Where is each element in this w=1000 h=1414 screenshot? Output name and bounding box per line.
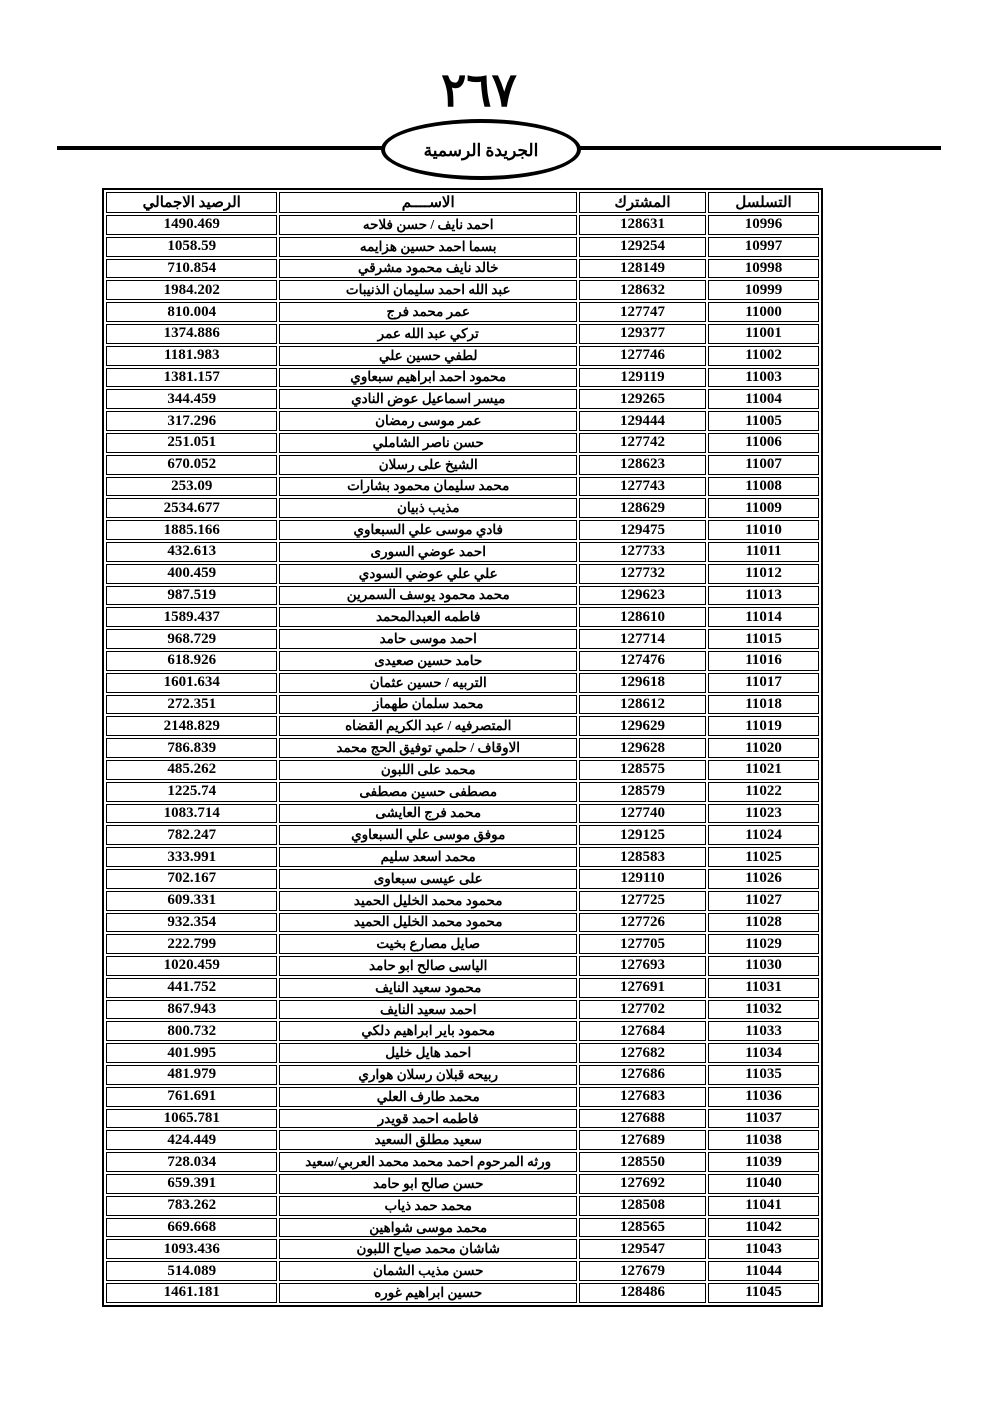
serial-cell: 11013 bbox=[708, 586, 819, 606]
serial-cell: 11010 bbox=[708, 520, 819, 540]
table-row bbox=[106, 738, 819, 758]
subscriber-cell: 129444 bbox=[579, 411, 706, 431]
subscriber-cell: 127725 bbox=[579, 891, 706, 911]
balance-cell: 810.004 bbox=[106, 302, 277, 322]
serial-cell: 11032 bbox=[708, 1000, 819, 1020]
balance-cell: 659.391 bbox=[106, 1174, 277, 1194]
table-row bbox=[106, 564, 819, 584]
header-name: الاســــم bbox=[279, 192, 577, 213]
page-number: ٢٦٧ bbox=[441, 65, 517, 117]
subscriber-cell: 129475 bbox=[579, 520, 706, 540]
subscriber-cell: 128575 bbox=[579, 760, 706, 780]
serial-cell: 11005 bbox=[708, 411, 819, 431]
table-row bbox=[106, 825, 819, 845]
table-row bbox=[106, 934, 819, 954]
name-cell: عمر موسى رمضان bbox=[279, 411, 577, 431]
serial-cell: 11014 bbox=[708, 607, 819, 627]
serial-cell: 11034 bbox=[708, 1043, 819, 1063]
name-cell: محمود محمد الخليل الحميد bbox=[279, 913, 577, 933]
name-cell: موفق موسى علي السبعاوي bbox=[279, 825, 577, 845]
name-cell: احمد سعيد النايف bbox=[279, 1000, 577, 1020]
name-cell: فادي موسى علي السبعاوي bbox=[279, 520, 577, 540]
name-cell: تركي عبد الله عمر bbox=[279, 324, 577, 344]
balance-cell: 1885.166 bbox=[106, 520, 277, 540]
balance-cell: 1225.74 bbox=[106, 782, 277, 802]
subscriber-cell: 129125 bbox=[579, 825, 706, 845]
table-row bbox=[106, 520, 819, 540]
name-cell: الياسى صالح ابو حامد bbox=[279, 956, 577, 976]
table-row bbox=[106, 368, 819, 388]
table-row bbox=[106, 1000, 819, 1020]
name-cell: محمود باير ابراهيم دلكي bbox=[279, 1021, 577, 1041]
table-row bbox=[106, 760, 819, 780]
serial-cell: 11000 bbox=[708, 302, 819, 322]
serial-cell: 11003 bbox=[708, 368, 819, 388]
table-row bbox=[106, 978, 819, 998]
balance-cell: 441.752 bbox=[106, 978, 277, 998]
header-serial: التسلسل bbox=[708, 192, 819, 213]
subscriber-cell: 127746 bbox=[579, 346, 706, 366]
balance-cell: 1065.781 bbox=[106, 1109, 277, 1129]
subscriber-cell: 128610 bbox=[579, 607, 706, 627]
serial-cell: 11043 bbox=[708, 1239, 819, 1259]
balance-cell: 1093.436 bbox=[106, 1239, 277, 1259]
serial-cell: 11007 bbox=[708, 455, 819, 475]
balance-cell: 485.262 bbox=[106, 760, 277, 780]
subscriber-cell: 128550 bbox=[579, 1152, 706, 1172]
table-row bbox=[106, 237, 819, 257]
balance-cell: 424.449 bbox=[106, 1130, 277, 1150]
balance-cell: 317.296 bbox=[106, 411, 277, 431]
serial-cell: 11039 bbox=[708, 1152, 819, 1172]
serial-cell: 10999 bbox=[708, 280, 819, 300]
name-cell: عبد الله احمد سليمان الذنيبات bbox=[279, 280, 577, 300]
balance-cell: 867.943 bbox=[106, 1000, 277, 1020]
subscriber-cell: 128583 bbox=[579, 847, 706, 867]
subscriber-cell: 127747 bbox=[579, 302, 706, 322]
balance-cell: 618.926 bbox=[106, 651, 277, 671]
table-row bbox=[106, 433, 819, 453]
table-row bbox=[106, 498, 819, 518]
serial-cell: 11012 bbox=[708, 564, 819, 584]
subscriber-cell: 127692 bbox=[579, 1174, 706, 1194]
serial-cell: 11011 bbox=[708, 542, 819, 562]
subscriber-cell: 127476 bbox=[579, 651, 706, 671]
serial-cell: 11028 bbox=[708, 913, 819, 933]
serial-cell: 11025 bbox=[708, 847, 819, 867]
serial-cell: 11027 bbox=[708, 891, 819, 911]
balance-cell: 702.167 bbox=[106, 869, 277, 889]
subscriber-cell: 128508 bbox=[579, 1196, 706, 1216]
table-row bbox=[106, 1174, 819, 1194]
balance-cell: 1181.983 bbox=[106, 346, 277, 366]
subscriber-cell: 127688 bbox=[579, 1109, 706, 1129]
balance-cell: 333.991 bbox=[106, 847, 277, 867]
table-row bbox=[106, 891, 819, 911]
table-row bbox=[106, 695, 819, 715]
name-cell: احمد موسى حامد bbox=[279, 629, 577, 649]
serial-cell: 11015 bbox=[708, 629, 819, 649]
table-row bbox=[106, 477, 819, 497]
subscriber-cell: 129623 bbox=[579, 586, 706, 606]
serial-cell: 11008 bbox=[708, 477, 819, 497]
subscriber-cell: 128149 bbox=[579, 259, 706, 279]
name-cell: المتصرفيه / عبد الكريم القضاه bbox=[279, 716, 577, 736]
subscriber-cell: 129377 bbox=[579, 324, 706, 344]
table-row bbox=[106, 586, 819, 606]
name-cell: محمد موسى شواهين bbox=[279, 1218, 577, 1238]
balance-cell: 1601.634 bbox=[106, 673, 277, 693]
table-row bbox=[106, 1261, 819, 1281]
table-row bbox=[106, 1196, 819, 1216]
table-row bbox=[106, 673, 819, 693]
balance-cell: 669.668 bbox=[106, 1218, 277, 1238]
subscriber-cell: 127743 bbox=[579, 477, 706, 497]
name-cell: حسن صالح ابو حامد bbox=[279, 1174, 577, 1194]
name-cell: علي علي عوضي السودي bbox=[279, 564, 577, 584]
name-cell: احمد نايف / حسن فلاحه bbox=[279, 215, 577, 235]
serial-cell: 11018 bbox=[708, 695, 819, 715]
balance-cell: 783.262 bbox=[106, 1196, 277, 1216]
table-row bbox=[106, 215, 819, 235]
name-cell: ورثه المرحوم احمد محمد محمد العربي/سعيد bbox=[279, 1152, 577, 1172]
subscriber-cell: 129618 bbox=[579, 673, 706, 693]
serial-cell: 11009 bbox=[708, 498, 819, 518]
name-cell: احمد عوضي السورى bbox=[279, 542, 577, 562]
serial-cell: 11001 bbox=[708, 324, 819, 344]
balance-cell: 710.854 bbox=[106, 259, 277, 279]
table-row bbox=[106, 1065, 819, 1085]
subscriber-cell: 128612 bbox=[579, 695, 706, 715]
table-row bbox=[106, 455, 819, 475]
serial-cell: 11040 bbox=[708, 1174, 819, 1194]
table-row bbox=[106, 324, 819, 344]
balance-cell: 932.354 bbox=[106, 913, 277, 933]
subscriber-cell: 127726 bbox=[579, 913, 706, 933]
name-cell: احمد هايل خليل bbox=[279, 1043, 577, 1063]
balance-cell: 782.247 bbox=[106, 825, 277, 845]
subscriber-cell: 129547 bbox=[579, 1239, 706, 1259]
name-cell: الاوقاف / حلمي توفيق الحج محمد bbox=[279, 738, 577, 758]
name-cell: على عيسى سبعاوى bbox=[279, 869, 577, 889]
serial-cell: 11031 bbox=[708, 978, 819, 998]
serial-cell: 11024 bbox=[708, 825, 819, 845]
name-cell: فاطمه العبدالمحمد bbox=[279, 607, 577, 627]
balance-cell: 481.979 bbox=[106, 1065, 277, 1085]
table-row bbox=[106, 1021, 819, 1041]
table-row bbox=[106, 259, 819, 279]
name-cell: مذيب ذبيان bbox=[279, 498, 577, 518]
name-cell: محمد على اللبون bbox=[279, 760, 577, 780]
name-cell: التربيه / حسين عثمان bbox=[279, 673, 577, 693]
table-row bbox=[106, 913, 819, 933]
table-row bbox=[106, 847, 819, 867]
subscribers-table bbox=[102, 188, 823, 1307]
balance-cell: 609.331 bbox=[106, 891, 277, 911]
table-row bbox=[106, 1239, 819, 1259]
name-cell: محمد سليمان محمود بشارات bbox=[279, 477, 577, 497]
subscriber-cell: 127693 bbox=[579, 956, 706, 976]
table-row bbox=[106, 302, 819, 322]
table-row bbox=[106, 1087, 819, 1107]
name-cell: سعيد مطلق السعيد bbox=[279, 1130, 577, 1150]
table-row bbox=[106, 1152, 819, 1172]
balance-cell: 968.729 bbox=[106, 629, 277, 649]
balance-cell: 728.034 bbox=[106, 1152, 277, 1172]
name-cell: محمود محمد الخليل الحميد bbox=[279, 891, 577, 911]
gazette-title: الجريدة الرسمية bbox=[423, 141, 539, 160]
serial-cell: 11016 bbox=[708, 651, 819, 671]
name-cell: محمد محمود يوسف السمرين bbox=[279, 586, 577, 606]
name-cell: فاطمه احمد قويدر bbox=[279, 1109, 577, 1129]
serial-cell: 11022 bbox=[708, 782, 819, 802]
table-row bbox=[106, 1109, 819, 1129]
name-cell: محمد اسعد سليم bbox=[279, 847, 577, 867]
subscriber-cell: 127714 bbox=[579, 629, 706, 649]
name-cell: مصطفى حسين مصطفى bbox=[279, 782, 577, 802]
serial-cell: 10996 bbox=[708, 215, 819, 235]
table-body bbox=[106, 215, 819, 1303]
serial-cell: 11029 bbox=[708, 934, 819, 954]
serial-cell: 11041 bbox=[708, 1196, 819, 1216]
name-cell: محمد طارف العلي bbox=[279, 1087, 577, 1107]
serial-cell: 11045 bbox=[708, 1283, 819, 1303]
table-row bbox=[106, 542, 819, 562]
table-row bbox=[106, 956, 819, 976]
subscriber-cell: 127702 bbox=[579, 1000, 706, 1020]
table-row bbox=[106, 629, 819, 649]
table-row bbox=[106, 651, 819, 671]
subscriber-cell: 128623 bbox=[579, 455, 706, 475]
balance-cell: 2148.829 bbox=[106, 716, 277, 736]
name-cell: محمد سلمان طهماز bbox=[279, 695, 577, 715]
subscriber-cell: 127679 bbox=[579, 1261, 706, 1281]
subscriber-cell: 127682 bbox=[579, 1043, 706, 1063]
subscriber-cell: 129628 bbox=[579, 738, 706, 758]
serial-cell: 10997 bbox=[708, 237, 819, 257]
table-row bbox=[106, 1283, 819, 1303]
serial-cell: 11006 bbox=[708, 433, 819, 453]
subscriber-cell: 128632 bbox=[579, 280, 706, 300]
name-cell: محمود احمد ابراهيم سبعاوي bbox=[279, 368, 577, 388]
serial-cell: 11019 bbox=[708, 716, 819, 736]
subscriber-cell: 128631 bbox=[579, 215, 706, 235]
header-subscriber: المشترك bbox=[579, 192, 706, 213]
serial-cell: 11036 bbox=[708, 1087, 819, 1107]
balance-cell: 344.459 bbox=[106, 389, 277, 409]
table-header-row bbox=[106, 192, 819, 213]
serial-cell: 10998 bbox=[708, 259, 819, 279]
serial-cell: 11026 bbox=[708, 869, 819, 889]
balance-cell: 1984.202 bbox=[106, 280, 277, 300]
serial-cell: 11044 bbox=[708, 1261, 819, 1281]
subscriber-cell: 128629 bbox=[579, 498, 706, 518]
subscriber-cell: 127691 bbox=[579, 978, 706, 998]
table-row bbox=[106, 411, 819, 431]
header-balance: الرصيد الاجمالي bbox=[106, 192, 277, 213]
balance-cell: 761.691 bbox=[106, 1087, 277, 1107]
subscriber-cell: 127689 bbox=[579, 1130, 706, 1150]
subscriber-cell: 127733 bbox=[579, 542, 706, 562]
balance-cell: 1381.157 bbox=[106, 368, 277, 388]
serial-cell: 11021 bbox=[708, 760, 819, 780]
subscriber-cell: 127686 bbox=[579, 1065, 706, 1085]
balance-cell: 1374.886 bbox=[106, 324, 277, 344]
balance-cell: 2534.677 bbox=[106, 498, 277, 518]
table-row bbox=[106, 389, 819, 409]
serial-cell: 11033 bbox=[708, 1021, 819, 1041]
table-row bbox=[106, 607, 819, 627]
name-cell: عمر محمد فرج bbox=[279, 302, 577, 322]
balance-cell: 786.839 bbox=[106, 738, 277, 758]
name-cell: خالد نايف محمود مشرقي bbox=[279, 259, 577, 279]
name-cell: صايل مصارع بخيت bbox=[279, 934, 577, 954]
serial-cell: 11037 bbox=[708, 1109, 819, 1129]
table-row bbox=[106, 869, 819, 889]
balance-cell: 987.519 bbox=[106, 586, 277, 606]
table-row bbox=[106, 716, 819, 736]
serial-cell: 11035 bbox=[708, 1065, 819, 1085]
subscriber-cell: 127683 bbox=[579, 1087, 706, 1107]
serial-cell: 11023 bbox=[708, 804, 819, 824]
balance-cell: 1461.181 bbox=[106, 1283, 277, 1303]
subscriber-cell: 127740 bbox=[579, 804, 706, 824]
balance-cell: 1490.469 bbox=[106, 215, 277, 235]
name-cell: شاشان محمد صياح اللبون bbox=[279, 1239, 577, 1259]
subscriber-cell: 129110 bbox=[579, 869, 706, 889]
subscriber-cell: 127742 bbox=[579, 433, 706, 453]
balance-cell: 401.995 bbox=[106, 1043, 277, 1063]
name-cell: حسين ابراهيم غوره bbox=[279, 1283, 577, 1303]
subscriber-cell: 129254 bbox=[579, 237, 706, 257]
subscriber-cell: 128486 bbox=[579, 1283, 706, 1303]
balance-cell: 800.732 bbox=[106, 1021, 277, 1041]
subscriber-cell: 128565 bbox=[579, 1218, 706, 1238]
name-cell: الشيخ على رسلان bbox=[279, 455, 577, 475]
table-row bbox=[106, 1130, 819, 1150]
balance-cell: 253.09 bbox=[106, 477, 277, 497]
serial-cell: 11004 bbox=[708, 389, 819, 409]
subscriber-cell: 127732 bbox=[579, 564, 706, 584]
gazette-seal bbox=[381, 119, 581, 180]
balance-cell: 251.051 bbox=[106, 433, 277, 453]
subscriber-cell: 127684 bbox=[579, 1021, 706, 1041]
name-cell: ربيحه قبلان رسلان هواري bbox=[279, 1065, 577, 1085]
name-cell: بسما احمد حسين هزايمه bbox=[279, 237, 577, 257]
balance-cell: 222.799 bbox=[106, 934, 277, 954]
balance-cell: 1589.437 bbox=[106, 607, 277, 627]
balance-cell: 1083.714 bbox=[106, 804, 277, 824]
subscribers-table-wrap bbox=[102, 188, 823, 1307]
subscriber-cell: 128579 bbox=[579, 782, 706, 802]
subscriber-cell: 127705 bbox=[579, 934, 706, 954]
table-row bbox=[106, 1043, 819, 1063]
balance-cell: 1020.459 bbox=[106, 956, 277, 976]
subscriber-cell: 129265 bbox=[579, 389, 706, 409]
name-cell: محمود سعيد النايف bbox=[279, 978, 577, 998]
balance-cell: 670.052 bbox=[106, 455, 277, 475]
name-cell: حامد حسين صعيدى bbox=[279, 651, 577, 671]
name-cell: حسن مذيب الشمان bbox=[279, 1261, 577, 1281]
balance-cell: 400.459 bbox=[106, 564, 277, 584]
balance-cell: 272.351 bbox=[106, 695, 277, 715]
serial-cell: 11002 bbox=[708, 346, 819, 366]
subscriber-cell: 129119 bbox=[579, 368, 706, 388]
serial-cell: 11030 bbox=[708, 956, 819, 976]
name-cell: محمد فرج العايشى bbox=[279, 804, 577, 824]
name-cell: لطفي حسين علي bbox=[279, 346, 577, 366]
name-cell: ميسر اسماعيل عوض النادي bbox=[279, 389, 577, 409]
table-row bbox=[106, 1218, 819, 1238]
serial-cell: 11020 bbox=[708, 738, 819, 758]
table-row bbox=[106, 804, 819, 824]
serial-cell: 11017 bbox=[708, 673, 819, 693]
balance-cell: 514.089 bbox=[106, 1261, 277, 1281]
subscriber-cell: 129629 bbox=[579, 716, 706, 736]
serial-cell: 11042 bbox=[708, 1218, 819, 1238]
balance-cell: 432.613 bbox=[106, 542, 277, 562]
table-row bbox=[106, 280, 819, 300]
table-row bbox=[106, 346, 819, 366]
table-row bbox=[106, 782, 819, 802]
name-cell: محمد حمد ذياب bbox=[279, 1196, 577, 1216]
name-cell: حسن ناصر الشاملي bbox=[279, 433, 577, 453]
serial-cell: 11038 bbox=[708, 1130, 819, 1150]
balance-cell: 1058.59 bbox=[106, 237, 277, 257]
